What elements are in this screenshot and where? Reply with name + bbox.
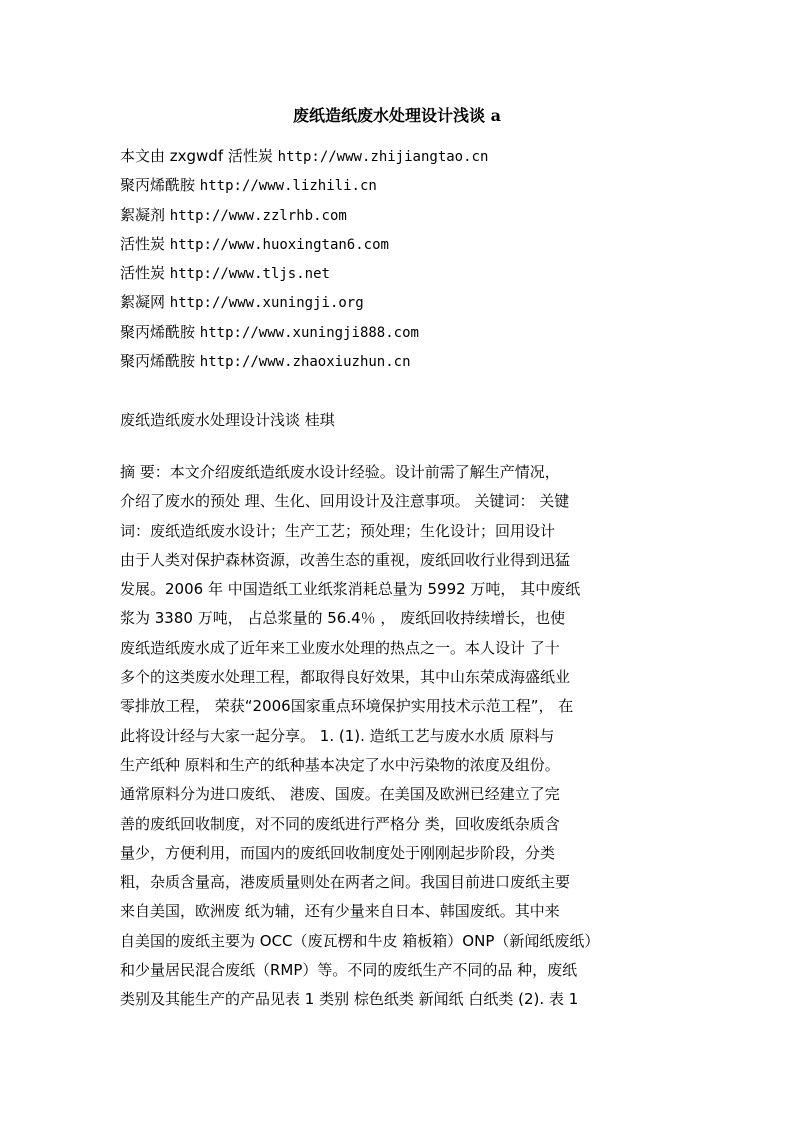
body-line: 来自美国，欧洲废 纸为辅，还有少量来自日本、韩国废纸。其中来 — [120, 902, 560, 921]
document-title: 废纸造纸废水处理设计浅谈 a — [293, 106, 501, 125]
body-line: 量少，方便利用，而国内的废纸回收制度处于刚刚起步阶段，分类 — [120, 843, 556, 862]
link-url[interactable]: http://www.tljs.net — [169, 266, 330, 283]
body-line: 此将设计经与大家一起分享。 1. (1). 造纸工艺与废水水质 原料与 — [120, 726, 555, 745]
body-line: 由于人类对保护森林资源，改善生态的重视，废纸回收行业得到迅猛 — [120, 550, 571, 569]
link-prefix: 聚丙烯酰胺 — [120, 322, 196, 341]
link-list — [120, 142, 680, 376]
link-line — [120, 318, 680, 347]
link-line — [120, 201, 680, 230]
link-url[interactable]: http://www.zhaoxiuzhun.cn — [199, 354, 411, 371]
body-line: 浆为 3380 万吨， 占总浆量的 56.4％ ， 废纸回收持续增长，也使 — [120, 609, 566, 628]
link-prefix: 聚丙烯酰胺 — [120, 352, 196, 371]
body-line: 通常原料分为进口废纸、 港废、国废。在美国及欧洲已经建立了完 — [120, 785, 560, 804]
link-url[interactable]: http://www.huoxingtan6.com — [169, 236, 389, 253]
link-line — [120, 347, 680, 376]
body-line: 发展。2006 年 中国造纸工业纸浆消耗总量为 5992 万吨， 其中废纸 — [120, 580, 581, 599]
link-url[interactable]: http://www.lizhili.cn — [199, 178, 377, 195]
link-prefix: 聚丙烯酰胺 — [120, 176, 196, 195]
link-prefix: 活性炭 — [120, 234, 166, 253]
body-line: 善的废纸回收制度，对不同的废纸进行严格分 类，回收废纸杂质含 — [120, 814, 560, 833]
body-line: 介绍了废水的预处 理、生化、回用设计及注意事项。 关键词： 关键 — [120, 492, 570, 511]
link-prefix: 本文由 zxgwdf 活性炭 — [120, 147, 273, 165]
link-url[interactable]: http://www.zhijiangtao.cn — [277, 149, 489, 165]
body-line: 多个的这类废水处理工程，都取得良好效果，其中山东荣成海盛纸业 — [120, 668, 571, 687]
article-body — [120, 458, 686, 1015]
body-line: 生产纸种 原料和生产的纸种基本决定了水中污染物的浓度及组份。 — [120, 755, 560, 774]
link-line — [120, 230, 680, 259]
body-line: 废纸造纸废水成了近年来工业废水处理的热点之一。本人设计 了十 — [120, 638, 560, 657]
link-prefix: 絮凝剂 — [120, 205, 166, 224]
link-url[interactable]: http://www.xuningji.org — [169, 295, 364, 312]
body-line: 和少量居民混合废纸（RMP）等。不同的废纸生产不同的品 种，废纸 — [120, 961, 578, 980]
body-line: 零排放工程， 荣获“2006国家重点环境保护实用技术示范工程”， 在 — [120, 697, 574, 716]
article-subtitle: 废纸造纸废水处理设计浅谈 桂琪 — [120, 411, 335, 429]
link-url[interactable]: http://www.zzlrhb.com — [169, 207, 347, 224]
link-prefix: 絮凝网 — [120, 293, 166, 312]
body-line: 摘 要：本文介绍废纸造纸废水设计经验。设计前需了解生产情况， — [120, 463, 560, 481]
body-line: 粗，杂质含量高，港废质量则处在两者之间。我国目前进口废纸主要 — [120, 873, 571, 892]
link-line — [120, 288, 680, 317]
link-line — [120, 171, 680, 200]
link-line — [120, 142, 680, 171]
body-line: 词：废纸造纸废水设计；生产工艺；预处理；生化设计；回用设计 — [120, 521, 556, 540]
link-url[interactable]: http://www.xuningji888.com — [199, 324, 419, 341]
body-line: 自美国的废纸主要为 OCC（废瓦楞和牛皮 箱板箱）ONP（新闻纸废纸） — [120, 931, 600, 950]
link-prefix: 活性炭 — [120, 264, 166, 283]
body-line: 类别及其能生产的产品见表 1 类别 棕色纸类 新闻纸 白纸类 (2). 表 1 — [120, 990, 579, 1009]
link-line — [120, 259, 680, 288]
